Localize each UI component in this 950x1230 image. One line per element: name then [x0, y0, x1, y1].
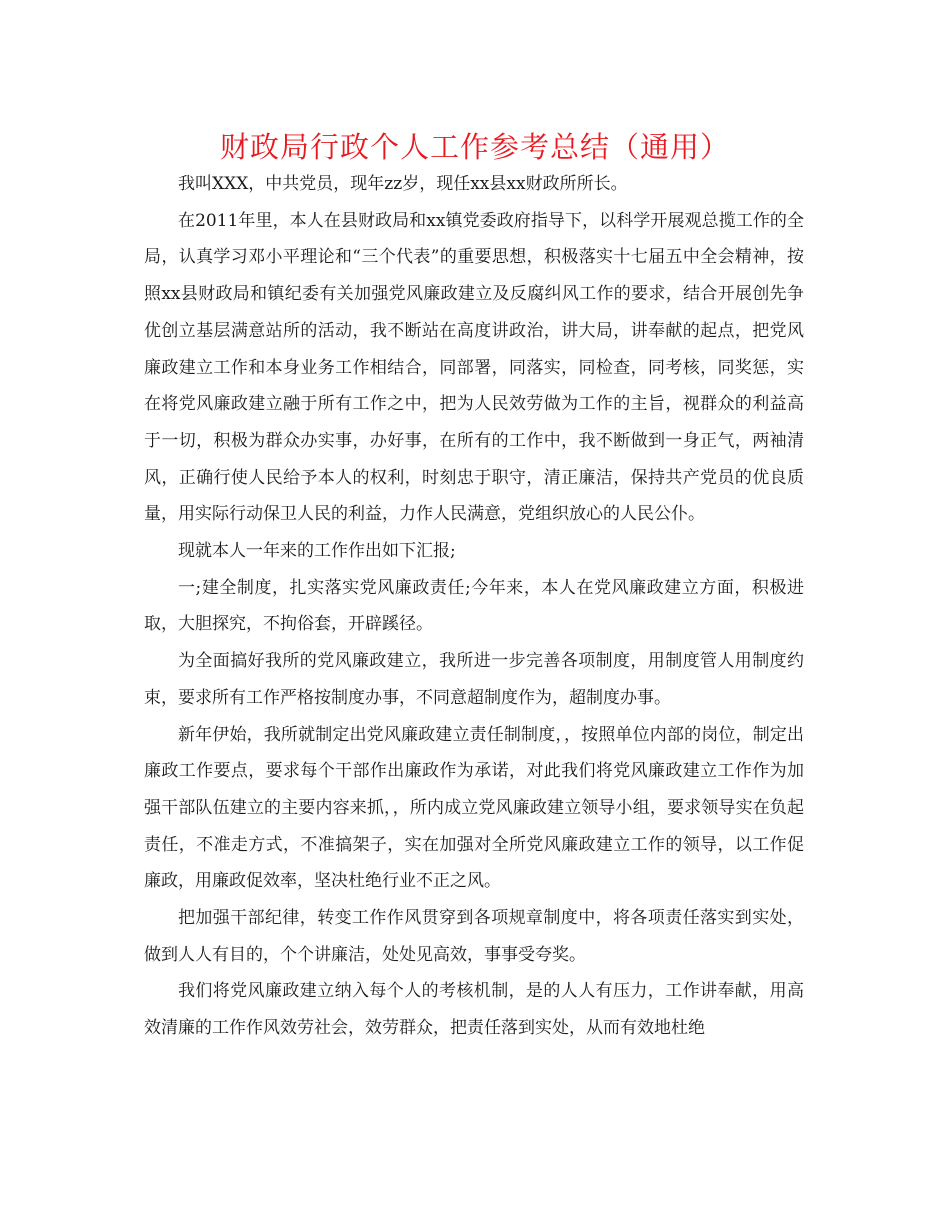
paragraph: 新年伊始，我所就制定出党风廉政建立责任制制度，，按照单位内部的岗位，制定出廉政工作要点，要求每个干部作出廉政作为承诺，对此我们将党风廉政建立工作作为加强干部队伍建立的主要内容来抓，，所内成立党风廉政建立领导小组，要求领导实在负起责任，不准走方式，不准搞架子，实在加强对全所党风廉政建立工作的领导，以工作促廉政，用廉政促效率，坚决杜绝行业不正之风。	[144, 724, 804, 892]
document-title: 财政局行政个人工作参考总结（通用）	[219, 130, 730, 164]
paragraph: 一;建全制度，扎实落实党风廉政责任;今年来，本人在党风廉政建立方面，积极进取，大胆探究，不拘俗套，开辟蹊径。	[144, 577, 804, 635]
paragraph: 在2011年里，本人在县财政局和xx镇党委政府指导下，以科学开展观总揽工作的全局，认真学习邓小平理论和“三个代表”的重要思想，积极落实十七届五中全会精神，按照xx县财政局和镇纪委有关加强党风廉政建立及反腐纠风工作的要求，结合开展创先争优创立基层满意站所的活动，我不断站在高度讲政治，讲大局，讲奉献的起点，把党风廉政建立工作和本身业务工作相结合，同部署，同落实，同检查，同考核，同奖惩，实在将党风廉政建立融于所有工作之中，把为人民效劳做为工作的主旨，视群众的利益高于一切，积极为群众办实事，办好事，在所有的工作中，我不断做到一身正气，两袖清风，正确行使人民给予本人的权利，时刻忠于职守，清正廉洁，保持共产党员的优良质量，用实际行动保卫人民的利益，力作人民满意，党组织放心的人民公仆。	[144, 210, 804, 525]
paragraph: 把加强干部纪律，转变工作作风贯穿到各项规章制度中，将各项责任落实到实处，做到人人有目的，个个讲廉洁，处处见高效，事事受夸奖。	[144, 908, 804, 965]
paragraph: 我们将党风廉政建立纳入每个人的考核机制，是的人人有压力，工作讲奉献，用高效清廉的工作作风效劳社会，效劳群众，把责任落到实处，从而有效地杜绝	[144, 981, 804, 1039]
document-body	[144, 166, 804, 1047]
paragraph: 我叫XXX，中共党员，现年zz岁，现任xx县xx财政所所长。	[178, 174, 628, 194]
paragraph: 现就本人一年来的工作作出如下汇报;	[178, 541, 456, 562]
paragraph: 为全面搞好我所的党风廉政建立，我所进一步完善各项制度，用制度管人用制度约束，要求所有工作严格按制度办事，不同意超制度作为，超制度办事。	[144, 651, 804, 708]
